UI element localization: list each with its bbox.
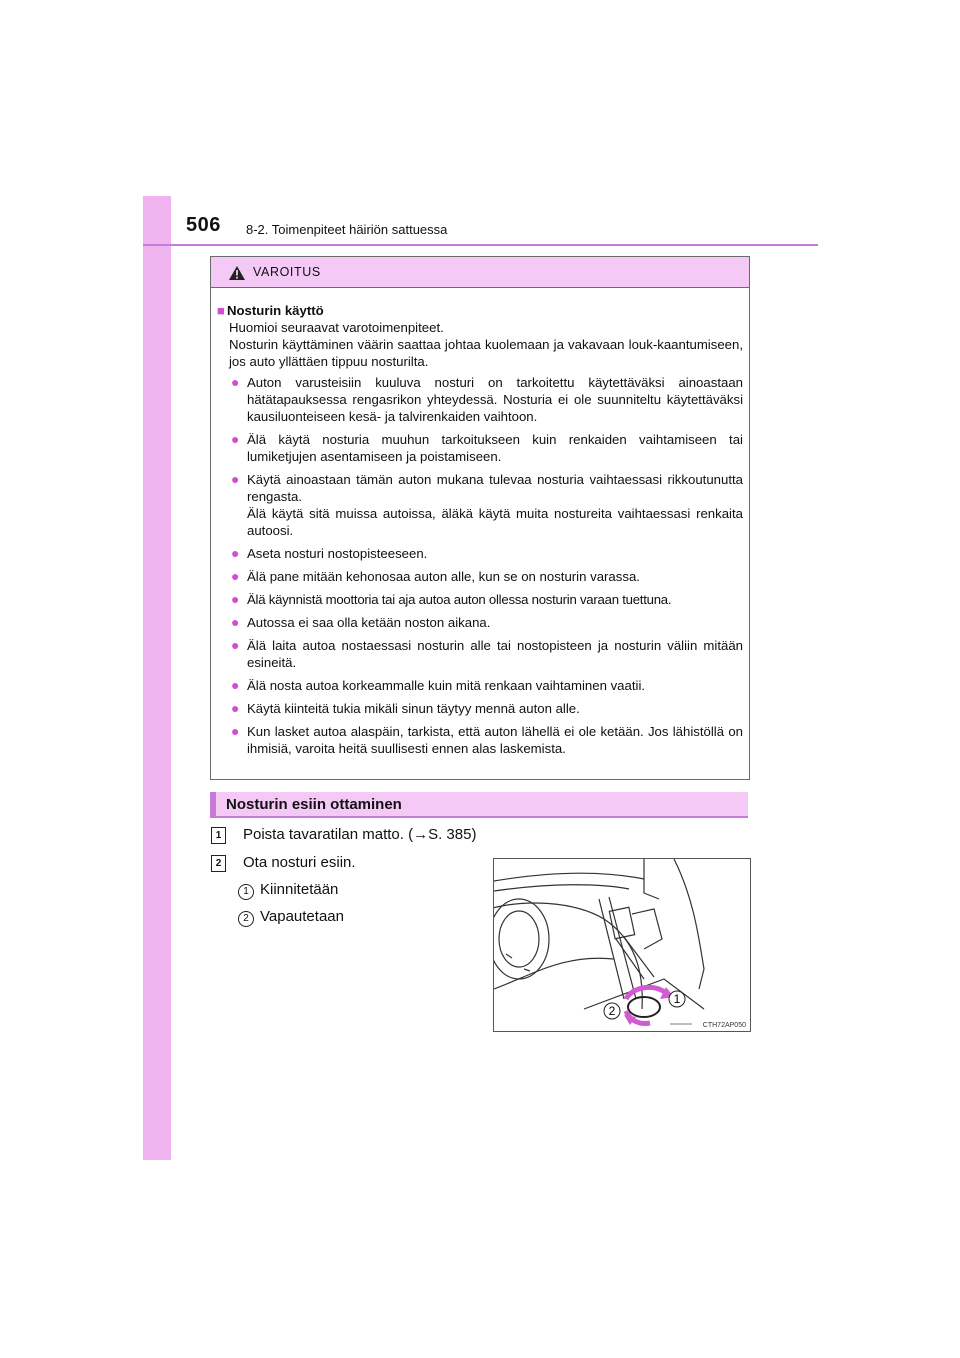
warning-bullet (217, 677, 743, 694)
warning-box (210, 256, 750, 780)
warning-bullet (217, 591, 743, 608)
square-bullet-icon: ■ (217, 303, 225, 318)
warning-bullet (217, 545, 743, 562)
warning-bullet (217, 700, 743, 717)
warning-bullet-text: Älä laita autoa nostaessasi nosturin alle tai nostopisteen ja nosturin väliin mitään esineitä. (247, 638, 743, 670)
warning-bullet-text: Käytä ainoastaan tämän auton mukana tulevaa nosturia vaihtaessasi rikkoutunutta rengasta. Älä käytä sitä muissa autoissa, äläkä käytä muita nostureita vaihtaessasi renkaita autoosi. (247, 472, 743, 538)
substep-text: Kiinnitetään (260, 881, 339, 898)
warning-topic-text: Nosturin käyttö (226, 303, 324, 318)
figure-code: CTH72AP050 (702, 1022, 746, 1029)
warning-bullet (217, 723, 743, 757)
warning-bullet-text: Autossa ei saa olla ketään noston aikana. (247, 615, 491, 630)
bullet-dot-icon: ● (231, 374, 240, 390)
warning-bullet-text: Käytä kiinteitä tukia mikäli sinun täytyy mennä auton alle. (247, 701, 580, 716)
step-text: Ota nosturi esiin. (243, 854, 356, 871)
warning-bullet (217, 431, 743, 465)
trunk-jack-drawing (494, 859, 750, 1031)
bullet-dot-icon: ● (231, 723, 240, 739)
bullet-dot-icon: ● (231, 614, 240, 630)
substep-text: Vapautetaan (260, 908, 344, 925)
warning-bullet (217, 614, 743, 631)
bullet-dot-icon: ● (231, 545, 240, 561)
substep-number-circle: 2 (238, 911, 254, 927)
warning-body (211, 288, 749, 757)
warning-bullet-text: Auton varusteisiin kuuluva nosturi on tarkoitettu käytettäväksi ainoastaan hätätapauksessa rengasrikon yhteydessä. Nosturia ei ole suunniteltu käytettäväksi kausiluonteiseen kesä- ja talvirenkaiden vaihtoon. (247, 375, 743, 424)
warning-bullet (217, 568, 743, 585)
figure-callout-1: 1 (673, 992, 681, 1006)
warning-bullet (217, 374, 743, 425)
warning-bullet-text: Aseta nosturi nostopisteeseen. (247, 546, 428, 561)
page-number: 506 (186, 214, 221, 236)
bullet-dot-icon: ● (231, 591, 240, 607)
warning-bullet-list (217, 374, 743, 757)
bullet-dot-icon: ● (231, 568, 240, 584)
warning-intro-line: Huomioi seuraavat varotoimenpiteet. (229, 320, 444, 335)
step-number-box: 2 (211, 855, 226, 872)
bullet-dot-icon: ● (231, 677, 240, 693)
bullet-dot-icon: ● (231, 700, 240, 716)
warning-bullet-text: Älä käynnistä moottoria tai aja autoa auton ollessa nosturin varaan tuettuna. (247, 592, 672, 607)
warning-header (211, 257, 749, 288)
warning-intro (217, 319, 743, 370)
warning-intro-line: Nosturin käyttäminen väärin saattaa johtaa kuolemaan ja vakavaan louk-kaantumiseen, jos auto yllättäen tippuu nosturilta. (229, 337, 743, 369)
warning-triangle-icon (228, 265, 246, 281)
header-divider (143, 244, 818, 246)
warning-topic (217, 302, 743, 319)
step-number-box: 1 (211, 827, 226, 844)
bullet-dot-icon: ● (231, 637, 240, 653)
subsection-heading (210, 792, 748, 818)
section-title: 8-2. Toimenpiteet häiriön sattuessa (246, 222, 448, 237)
warning-bullet-text: Kun lasket autoa alaspäin, tarkista, että auton lähellä ei ole ketään. Jos lähistöllä on ihmisiä, varoita heitä suullisesti ennen alas laskemista. (247, 724, 743, 756)
warning-bullet (217, 637, 743, 671)
warning-bullet (217, 471, 743, 539)
step-text: Poista tavaratilan matto. (→S. 385) (243, 826, 477, 843)
bullet-dot-icon: ● (231, 471, 240, 487)
warning-bullet-text: Älä käytä nosturia muuhun tarkoitukseen kuin renkaiden vaihtamiseen tai lumiketjujen asentamiseen ja poistamiseen. (247, 432, 743, 464)
chapter-side-tab (143, 196, 171, 1160)
subsection-title: Nosturin esiin ottaminen (226, 796, 402, 813)
jack-removal-illustration (493, 858, 751, 1032)
warning-label: VAROITUS (253, 265, 321, 279)
warning-bullet-text: Älä nosta autoa korkeammalle kuin mitä renkaan vaihtaminen vaatii. (247, 678, 646, 693)
bullet-dot-icon: ● (231, 431, 240, 447)
warning-bullet-text: Älä pane mitään kehonosaa auton alle, kun se on nosturin varassa. (247, 569, 640, 584)
figure-callout-2: 2 (608, 1004, 616, 1018)
substep-number-circle: 1 (238, 884, 254, 900)
